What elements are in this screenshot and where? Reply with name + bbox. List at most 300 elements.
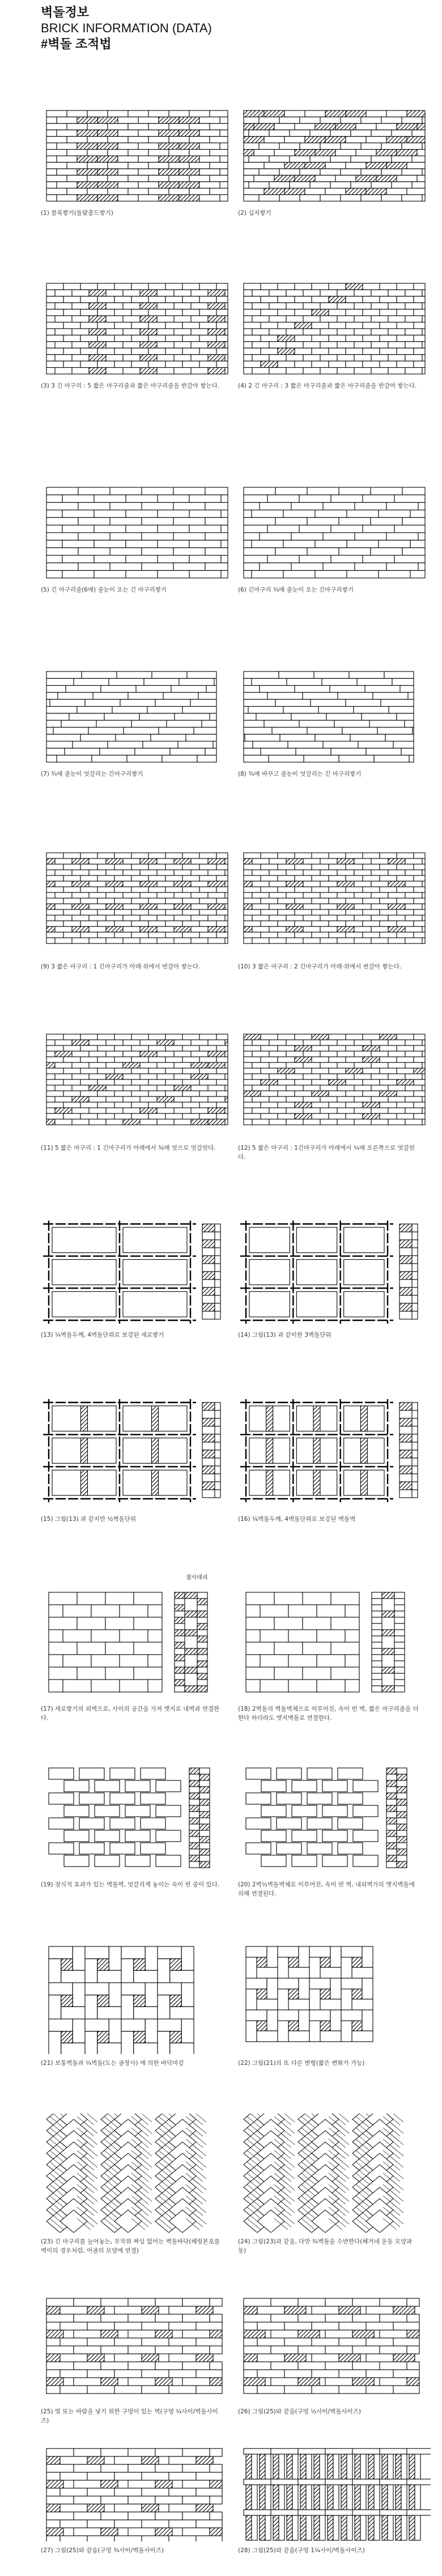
- hatched-brick: [382, 1630, 394, 1636]
- figure-27: [41, 2445, 233, 2555]
- brick: [295, 348, 312, 354]
- hatched-brick: [175, 1630, 185, 1636]
- brick: [46, 2536, 60, 2541]
- brick: [346, 875, 363, 881]
- brick: [320, 1051, 337, 1057]
- hatched-brick: [175, 1667, 185, 1673]
- brick: [372, 1648, 382, 1655]
- brick: [252, 858, 269, 864]
- brick: [347, 2454, 352, 2479]
- brick: [288, 2031, 309, 2042]
- brick: [257, 2306, 284, 2314]
- brick: [412, 1410, 418, 1418]
- brick: [165, 909, 182, 915]
- brick: [80, 853, 97, 858]
- brick: [244, 2338, 257, 2346]
- brick: [174, 1062, 191, 1068]
- brick: [148, 1655, 162, 1667]
- brick: [286, 290, 303, 296]
- brick: [220, 169, 228, 175]
- brick: [329, 335, 346, 341]
- brick: [46, 734, 80, 741]
- brick-pattern-1: [41, 108, 233, 204]
- brick: [169, 2386, 196, 2394]
- brick: [323, 533, 355, 540]
- brick: [352, 2510, 380, 2515]
- brick: [189, 175, 210, 181]
- brick: [265, 2515, 271, 2540]
- hatched-brick: [328, 2454, 333, 2479]
- brick: [412, 156, 425, 162]
- brick: [157, 290, 174, 296]
- brick: [191, 858, 208, 864]
- brick: [72, 1108, 89, 1113]
- brick: [257, 2386, 284, 2394]
- hatched-brick: [315, 124, 335, 130]
- hatched-brick: [159, 156, 179, 162]
- brick: [264, 137, 284, 143]
- hatched-brick: [208, 858, 225, 864]
- hatched-brick: [388, 904, 405, 909]
- brick: [80, 887, 97, 892]
- brick: [225, 870, 228, 875]
- brick: [244, 678, 252, 685]
- brick: [345, 1630, 359, 1642]
- brick: [63, 1630, 91, 1642]
- brick: [136, 686, 171, 692]
- brick: [215, 1224, 220, 1232]
- hatched-brick: [380, 1034, 397, 1040]
- brick: [259, 169, 279, 175]
- brick: [46, 150, 67, 156]
- hatched-brick: [202, 1402, 215, 1410]
- hatched-brick: [244, 2306, 257, 2314]
- brick: [189, 525, 221, 533]
- brick: [339, 548, 371, 555]
- brick: [358, 741, 393, 748]
- brick: [384, 671, 414, 678]
- brick: [61, 1970, 85, 1983]
- brick: [244, 1102, 261, 1108]
- brick: [131, 921, 148, 926]
- brick: [182, 335, 199, 341]
- brick: [46, 182, 57, 188]
- brick: [417, 175, 425, 181]
- brick: [341, 117, 361, 123]
- brick: [49, 1983, 73, 1995]
- brick: [106, 1096, 123, 1102]
- brick: [422, 316, 425, 322]
- brick: [347, 540, 379, 547]
- brick: [278, 1057, 295, 1062]
- brick: [252, 915, 269, 921]
- brick: [252, 329, 269, 335]
- hatched-brick: [312, 1034, 329, 1040]
- brick: [246, 1592, 274, 1605]
- brick: [278, 2010, 299, 2021]
- brick: [221, 525, 228, 533]
- hatched-brick: [81, 1470, 88, 1495]
- brick: [97, 909, 114, 915]
- brick: [422, 926, 425, 932]
- brick: [182, 932, 199, 938]
- brick: [303, 881, 320, 887]
- hatched-brick: [341, 2515, 347, 2540]
- brick: [142, 487, 173, 495]
- brick: [158, 540, 189, 547]
- hatched-brick: [337, 904, 354, 909]
- brick: [312, 283, 329, 290]
- brick: [284, 2386, 312, 2394]
- caption-21: (21) 보통벽돌과 ¼벽돌(도는 골창사) 에 의한 바닥마감: [41, 2060, 184, 2067]
- brick: [244, 571, 252, 578]
- brick: [322, 1780, 347, 1792]
- brick: [131, 348, 148, 354]
- brick: [124, 727, 159, 734]
- brick: [422, 355, 425, 361]
- brick: [397, 887, 414, 892]
- brick: [261, 1780, 286, 1792]
- brick: [394, 1592, 405, 1599]
- brick: [121, 2031, 134, 2054]
- brick: [87, 2370, 114, 2378]
- brick: [397, 283, 414, 290]
- brick: [380, 1045, 397, 1051]
- brick: [191, 1108, 208, 1113]
- brick: [148, 175, 169, 181]
- brick: [329, 1057, 346, 1062]
- brick: [244, 290, 252, 296]
- brick: [118, 117, 138, 123]
- hatched-brick: [225, 1040, 228, 1045]
- brick: [97, 1970, 121, 1983]
- brick: [61, 720, 96, 727]
- brick: [271, 2479, 298, 2485]
- brick: [329, 348, 346, 354]
- brick: [46, 335, 63, 341]
- brick: [157, 904, 174, 909]
- brick: [244, 2346, 271, 2354]
- brick: [269, 342, 286, 348]
- hatched-brick: [179, 156, 199, 162]
- brick: [89, 1096, 106, 1102]
- brick: [325, 2449, 352, 2454]
- brick: [317, 1655, 345, 1667]
- brick: [199, 348, 216, 354]
- brick: [189, 124, 210, 130]
- brick: [323, 563, 355, 570]
- brick: [148, 1630, 162, 1642]
- brick: [114, 932, 131, 938]
- brick: [199, 195, 220, 201]
- brick: [63, 1034, 80, 1040]
- brick: [354, 858, 371, 864]
- brick: [388, 342, 405, 348]
- hatched-brick: [261, 361, 278, 367]
- hatched-brick: [87, 2504, 104, 2512]
- brick: [388, 316, 405, 322]
- brick: [169, 2338, 196, 2346]
- brick: [372, 1667, 382, 1673]
- brick: [252, 678, 287, 685]
- brick: [46, 2386, 60, 2394]
- brick: [123, 1074, 140, 1079]
- brick: [174, 342, 191, 348]
- hatched-brick: [352, 2378, 374, 2386]
- brick: [286, 1096, 303, 1102]
- brick: [106, 870, 123, 875]
- brick: [278, 887, 295, 892]
- brick: [259, 117, 279, 123]
- brick: [215, 1458, 220, 1466]
- brick: [397, 309, 414, 316]
- brick: [202, 1280, 215, 1287]
- figure-3: [41, 280, 233, 390]
- brick: [106, 290, 123, 296]
- brick: [114, 2338, 142, 2346]
- brick: [134, 1617, 162, 1630]
- brick: [303, 1040, 320, 1045]
- brick: [246, 1630, 260, 1642]
- brick: [46, 2464, 74, 2472]
- brick: [317, 1630, 345, 1642]
- brick: [422, 1108, 425, 1113]
- brick: [312, 898, 329, 904]
- brick: [246, 1957, 257, 1978]
- brick: [157, 870, 174, 875]
- brick-pattern-7: [41, 669, 233, 765]
- brick: [261, 1113, 278, 1119]
- brick: [394, 1636, 405, 1642]
- brick: [155, 2362, 182, 2370]
- hatched-brick: [87, 2456, 104, 2464]
- brick: [397, 1780, 407, 1787]
- brick: [257, 2370, 284, 2378]
- brick: [299, 525, 331, 533]
- brick: [94, 571, 126, 578]
- figure-6: [238, 484, 431, 594]
- brick: [277, 1793, 301, 1804]
- brick: [60, 2354, 87, 2362]
- hatched-brick: [46, 2306, 60, 2314]
- brick: [114, 2354, 142, 2362]
- brick: [142, 2338, 169, 2346]
- brick: [284, 2370, 312, 2378]
- brick: [148, 864, 165, 870]
- brick: [97, 887, 114, 892]
- brick: [277, 1818, 301, 1829]
- brick: [114, 921, 131, 926]
- brick: [363, 864, 380, 870]
- hatched-brick: [382, 2454, 388, 2479]
- brick: [320, 2515, 325, 2540]
- brick: [386, 503, 418, 510]
- brick: [46, 1085, 55, 1091]
- brick: [91, 1655, 120, 1667]
- brick: [386, 533, 418, 540]
- brick: [322, 1805, 347, 1817]
- brick: [371, 1096, 388, 1102]
- brick: [422, 329, 425, 335]
- brick: [244, 188, 264, 194]
- brick: [412, 1442, 418, 1450]
- brick: [244, 368, 252, 374]
- brick: [163, 692, 198, 699]
- brick: [295, 124, 315, 130]
- brick: [346, 1091, 363, 1096]
- brick: [205, 748, 216, 755]
- brick: [220, 195, 228, 201]
- brick: [394, 1673, 405, 1680]
- brick: [80, 283, 97, 290]
- brick: [397, 1768, 407, 1774]
- brick: [244, 875, 261, 881]
- hatched-brick: [288, 2021, 299, 2031]
- brick: [114, 2520, 142, 2528]
- brick: [405, 938, 422, 943]
- brick: [352, 1999, 373, 2010]
- brick: [320, 316, 337, 322]
- brick: [46, 283, 63, 290]
- brick: [114, 348, 131, 354]
- brick: [182, 2298, 210, 2306]
- brick: [169, 2504, 196, 2512]
- brick: [60, 2520, 87, 2528]
- brick: [341, 1978, 362, 1989]
- brick: [46, 2370, 60, 2378]
- brick: [189, 1824, 199, 1830]
- brick: [260, 686, 295, 692]
- brick: [330, 130, 351, 136]
- brick: [363, 283, 380, 290]
- brick: [63, 864, 80, 870]
- hatched-brick: [208, 316, 225, 322]
- brick: [97, 1034, 114, 1040]
- brick: [89, 1074, 106, 1079]
- brick: [338, 692, 373, 699]
- brick: [77, 707, 112, 713]
- figure-24: [238, 2114, 431, 2255]
- brick: [278, 2021, 288, 2042]
- brick: [405, 915, 422, 921]
- brick: [49, 1642, 77, 1655]
- brick: [125, 1855, 150, 1867]
- brick: [216, 296, 228, 303]
- brick: [371, 342, 388, 348]
- brick: [50, 699, 85, 706]
- brick: [286, 1119, 303, 1125]
- brick: [274, 124, 295, 130]
- hatched-brick: [305, 162, 325, 168]
- figure-25: [41, 2295, 233, 2425]
- brick: [140, 1119, 157, 1125]
- hatched-brick: [355, 2454, 360, 2479]
- brick: [312, 2354, 339, 2362]
- brick: [123, 881, 140, 887]
- brick: [63, 1079, 80, 1085]
- hatched-brick: [313, 1438, 320, 1464]
- brick: [80, 898, 97, 904]
- brick: [292, 1830, 317, 1842]
- brick: [196, 2322, 222, 2330]
- brick: [244, 2314, 271, 2322]
- caption-11: (11) 5 짧은 마구리 : 1 긴마구리가 아래에서 ¾매 엇으로 엇갈린다.: [41, 1145, 216, 1151]
- brick: [156, 1780, 181, 1792]
- brick: [49, 1667, 77, 1680]
- brick: [62, 571, 94, 578]
- brick: [215, 1240, 220, 1248]
- brick: [353, 1830, 378, 1842]
- brick: [303, 926, 320, 932]
- hatched-brick: [386, 1793, 397, 1799]
- brick: [196, 2386, 222, 2394]
- figure-17: [41, 1587, 233, 1723]
- brick: [278, 283, 295, 290]
- brick: [414, 853, 425, 858]
- brick: [252, 1062, 269, 1068]
- hatched-brick: [368, 2454, 374, 2479]
- brick-pattern-13: [41, 1218, 233, 1326]
- brick: [55, 1040, 72, 1045]
- brick: [87, 2322, 114, 2330]
- brick: [216, 335, 228, 341]
- brick: [142, 503, 173, 510]
- brick: [346, 361, 363, 367]
- brick: [216, 1113, 228, 1119]
- brick: [307, 548, 339, 555]
- brick: [55, 926, 72, 932]
- brick: [191, 303, 208, 309]
- hatched-brick: [175, 1680, 185, 1686]
- brick: [182, 2480, 210, 2488]
- brick: [191, 915, 208, 921]
- hatched-brick: [199, 1837, 210, 1843]
- brick: [196, 2488, 222, 2496]
- brick: [57, 195, 77, 201]
- hatched-brick: [210, 2330, 222, 2338]
- brick: [320, 1119, 337, 1125]
- brick: [165, 1079, 182, 1085]
- brick: [286, 342, 303, 348]
- brick: [78, 487, 110, 495]
- brick: [191, 1040, 208, 1045]
- brick: [148, 124, 169, 130]
- brick: [380, 322, 397, 329]
- brick: [380, 898, 397, 904]
- hatched-brick: [366, 188, 386, 194]
- hatched-brick: [175, 1642, 185, 1648]
- brick: [199, 335, 216, 341]
- brick: [196, 2370, 222, 2378]
- brick: [80, 864, 97, 870]
- brick: [299, 720, 334, 727]
- hatched-brick: [197, 1599, 207, 1605]
- brick: [354, 368, 371, 374]
- hatched-brick: [87, 2354, 104, 2362]
- figure-18: [238, 1587, 431, 1723]
- brick: [55, 303, 72, 309]
- brick: [320, 2454, 325, 2479]
- brick: [128, 2314, 155, 2322]
- hatched-brick: [196, 2306, 213, 2314]
- brick: [312, 921, 329, 926]
- hatched-brick: [339, 2354, 360, 2362]
- brick: [139, 713, 175, 720]
- brick: [252, 355, 269, 361]
- brick: [60, 2322, 87, 2330]
- brick: [94, 555, 126, 563]
- brick: [278, 921, 295, 926]
